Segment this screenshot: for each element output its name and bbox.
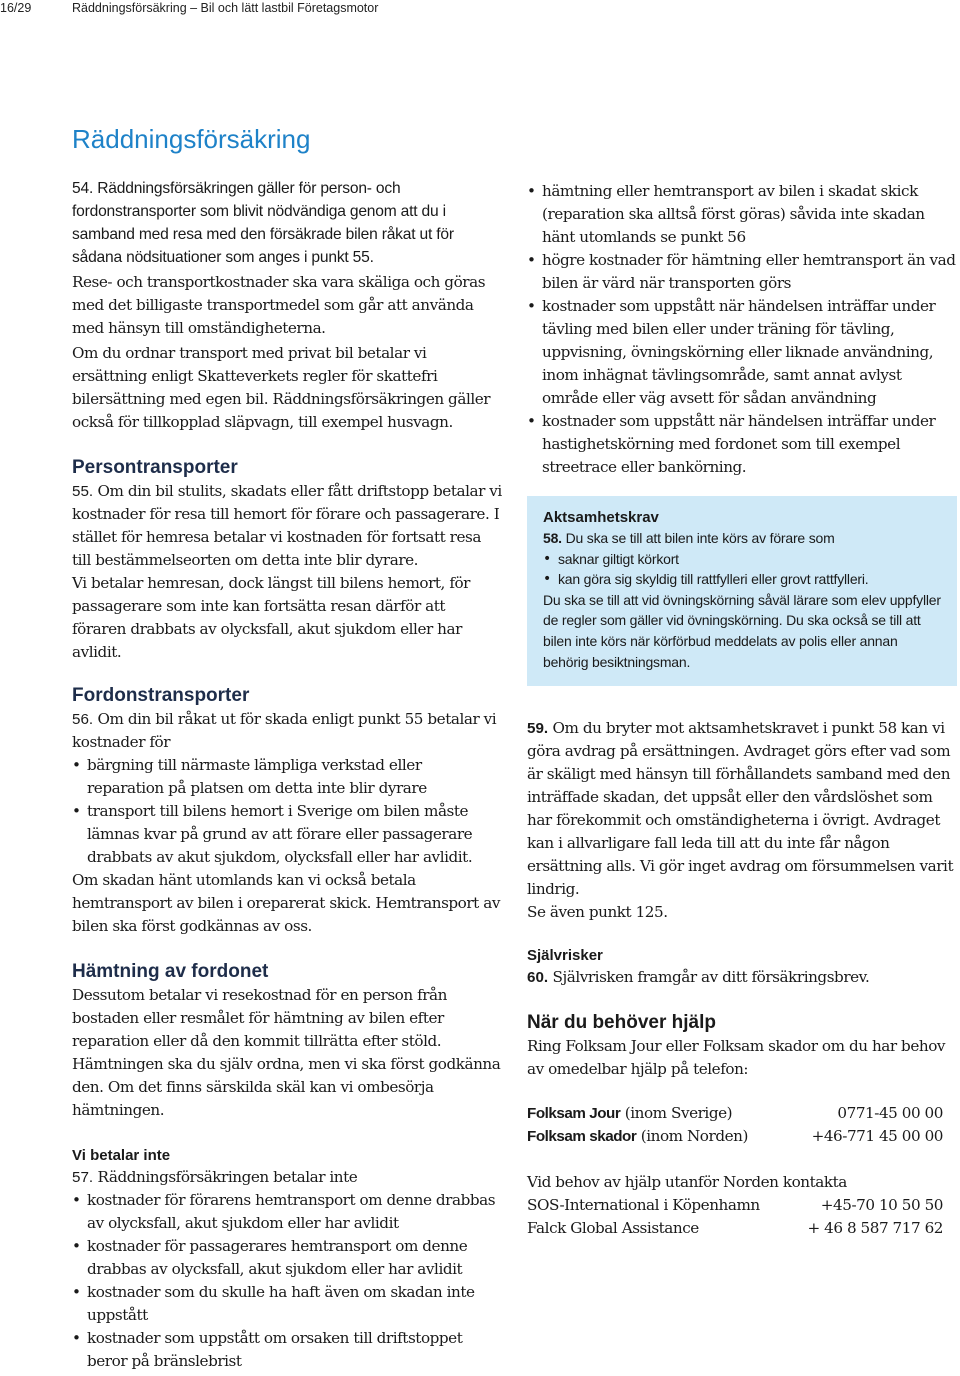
list-item: • transport till bilens hemort i Sverige om bilen måste lämnas kvar på grund av att förare eller passagerare drabbats av akut sjukdom, olycksfall eller har avlidit.: [72, 800, 502, 869]
page-title: Räddningsförsäkring: [72, 124, 311, 154]
section-hamtning: [72, 984, 502, 1122]
section-55: [72, 480, 502, 664]
contact-note: (inom Norden): [640, 1127, 748, 1146]
item-number: 56.: [72, 711, 94, 728]
item-number: 57.: [72, 1169, 94, 1186]
contact-phone: +46-771 45 00 00: [811, 1127, 943, 1146]
contact-row: [527, 1217, 943, 1240]
section-heading: Persontransporter: [72, 457, 238, 478]
list-item: • bärgning till närmaste lämpliga verkstad eller reparation på platsen om detta inte blir dyrare: [72, 754, 502, 800]
contact-phone: + 46 8 587 717 62: [807, 1219, 943, 1238]
contact-name: Folksam skador: [527, 1128, 637, 1146]
paragraph-text: Vid behov av hjälp utanför Norden kontakta: [527, 1173, 847, 1192]
item-number: 55.: [72, 483, 94, 500]
list-item: • kan göra sig skyldig till rattfylleri eller grovt rattfylleri.: [543, 569, 943, 590]
section-59: [527, 717, 957, 924]
paragraph-text: Räddningsförsäkringen gäller för person- och fordonstransporter som blivit nödvändiga genom att du i samband med resa med den försäkrade bilen råkat ut för sådana nödsituationer som anges i punkt 55.: [72, 180, 454, 266]
contact-row: [527, 1194, 943, 1217]
bullet-list: [72, 1189, 502, 1373]
contact-list: [527, 1102, 943, 1148]
paragraph-text: Ring Folksam Jour eller Folksam skador om du har behov av omedelbar hjälp på telefon:: [527, 1037, 946, 1079]
bullet-list: [527, 180, 957, 479]
contact-row: [527, 1102, 943, 1125]
left-column: [72, 177, 502, 1373]
page-header: [0, 0, 960, 16]
section-54: [72, 177, 502, 434]
paragraph-text: Rese- och transportkostnader ska vara skäliga och göras med det billigaste transportmedel som går att använda med hänsyn till omständigheterna.: [72, 273, 486, 337]
paragraph-text: Om skadan hänt utomlands kan vi också betala hemtransport av bilen i oreparerat skick. Hemtransport av bilen ska först godkännas av oss.: [72, 871, 500, 935]
section-57: [72, 1166, 502, 1373]
section-heading: När du behöver hjälp: [527, 1012, 716, 1034]
list-item: • saknar giltigt körkort: [543, 549, 943, 570]
contact-note: (inom Sverige): [624, 1104, 733, 1123]
contact-list: [527, 1194, 943, 1240]
section-heading: Vi betalar inte: [72, 1147, 171, 1164]
aktsamhetskrav-box: [527, 496, 957, 686]
section-56: [72, 708, 502, 938]
paragraph-text: Du ska se till att bilen inte körs av förare som: [565, 530, 835, 546]
paragraph-text: Se även punkt 125.: [527, 903, 668, 922]
item-number: 59.: [527, 720, 549, 738]
bullet-list: [72, 754, 502, 869]
section-57-continued: [527, 180, 957, 479]
contact-name: Falck Global Assistance: [527, 1219, 699, 1238]
list-item: • kostnader som du skulle ha haft även om skadan inte uppstått: [72, 1281, 502, 1327]
section-60: [527, 966, 957, 989]
section-heading: Aktsamhetskrav: [543, 509, 659, 526]
section-heading: Hämtning av fordonet: [72, 961, 269, 982]
section-heading: Fordonstransporter: [72, 685, 250, 706]
paragraph-text: Vi betalar hemresan, dock längst till bilens hemort, för passagerare som inte kan fortsätta resan därför att föraren drabbats av olycksfall, akut sjukdom eller har avlidit.: [72, 574, 470, 661]
contact-name: Folksam Jour: [527, 1105, 621, 1123]
list-item: • kostnader som uppstått när händelsen inträffar under hastighetskörning med fordonet som till exempel streetrace eller bankörning.: [527, 410, 957, 479]
list-item: • kostnader för förarens hemtransport om denne drabbas av olycksfall, akut sjukdom eller har avlidit: [72, 1189, 502, 1235]
list-item: • kostnader för passagerares hemtransport om denne drabbas av olycksfall, akut sjukdom eller har avlidit: [72, 1235, 502, 1281]
paragraph-text: Om din bil stulits, skadats eller fått driftstopp betalar vi kostnader för resa till hemort för förare och passagerare. I stället för hemresa betalar vi kostnaden för fortsatt resa till bestämmelseorten om detta inte blir dyrare.: [72, 482, 502, 569]
list-item: • högre kostnader för hämtning eller hemtransport än vad bilen är värd när transporten görs: [527, 249, 957, 295]
list-item: • kostnader som uppstått om orsaken till driftstoppet beror på bränslebrist: [72, 1327, 502, 1373]
contact-phone: 0771-45 00 00: [837, 1104, 943, 1123]
page-number: 16/29: [0, 1, 32, 15]
list-item: • hämtning eller hemtransport av bilen i skadat skick (reparation ska alltså först göras) såvida inte skadan hänt utomlands se punkt 56: [527, 180, 957, 249]
breadcrumb: Räddningsförsäkring – Bil och lätt lastbil Företagsmotor: [72, 1, 379, 15]
paragraph-text: Om du bryter mot aktsamhetskravet i punkt 58 kan vi göra avdrag på ersättningen. Avdraget görs efter vad som är skäligt med hänsyn till förhållandets samband med den inträffade skadan, det uppsåt eller den vårdslöshet som har förekommit och omständigheterna i övrigt. Avdraget kan i allvarligare fall leda till att du inte får någon ersättning alls. Vi gör inget avdrag om försummelsen varit lindrig.: [527, 719, 954, 899]
item-number: 58.: [543, 530, 562, 546]
bullet-list: [543, 549, 943, 590]
help-section: [527, 1035, 957, 1240]
paragraph-text: Om du ordnar transport med privat bil betalar vi ersättning enligt Skatteverkets regler för skattefri bilersättning med egen bil. Räddningsförsäkringen gäller också för tillkopplad släpvagn, till exempel husvagn.: [72, 344, 491, 431]
paragraph-text: Självrisken framgår av ditt försäkringsbrev.: [552, 968, 870, 987]
contact-name: SOS-International i Köpenhamn: [527, 1196, 760, 1215]
section-heading: Självrisker: [527, 947, 603, 965]
paragraph-text: Dessutom betalar vi resekostnad för en person från bostaden eller resmålet för hämtning av bilen efter reparation eller då den kommit tillrätta efter stöld. Hämtningen ska du själv ordna, men vi ska först godkänna den. Om det finns särskilda skäl kan vi ombesörja hämtningen.: [72, 986, 501, 1119]
paragraph-text: Du ska se till att vid övningskörning såväl lärare som elev uppfyller de regler som gäller vid övningskörning. Du ska också se till att bilen inte körs när körförbud meddelats av polis eller annan behörig besiktningsman.: [543, 591, 941, 670]
item-number: 60.: [527, 969, 549, 987]
contact-row: [527, 1125, 943, 1148]
paragraph-text: Räddningsförsäkringen betalar inte: [97, 1168, 358, 1186]
paragraph-text: Om din bil råkat ut för skada enligt punkt 55 betalar vi kostnader för: [72, 710, 497, 751]
section-58: [543, 528, 943, 672]
contact-phone: +45-70 10 50 50: [820, 1196, 943, 1215]
right-column: [527, 180, 957, 1240]
item-number: 54.: [72, 180, 94, 197]
list-item: • kostnader som uppstått när händelsen inträffar under tävling med bilen eller under träning för tävling, uppvisning, övningskörning eller liknade användning, inom inhägnat tävlingsområde, samt annat avlyst område eller väg avsett för sådan användning: [527, 295, 957, 410]
